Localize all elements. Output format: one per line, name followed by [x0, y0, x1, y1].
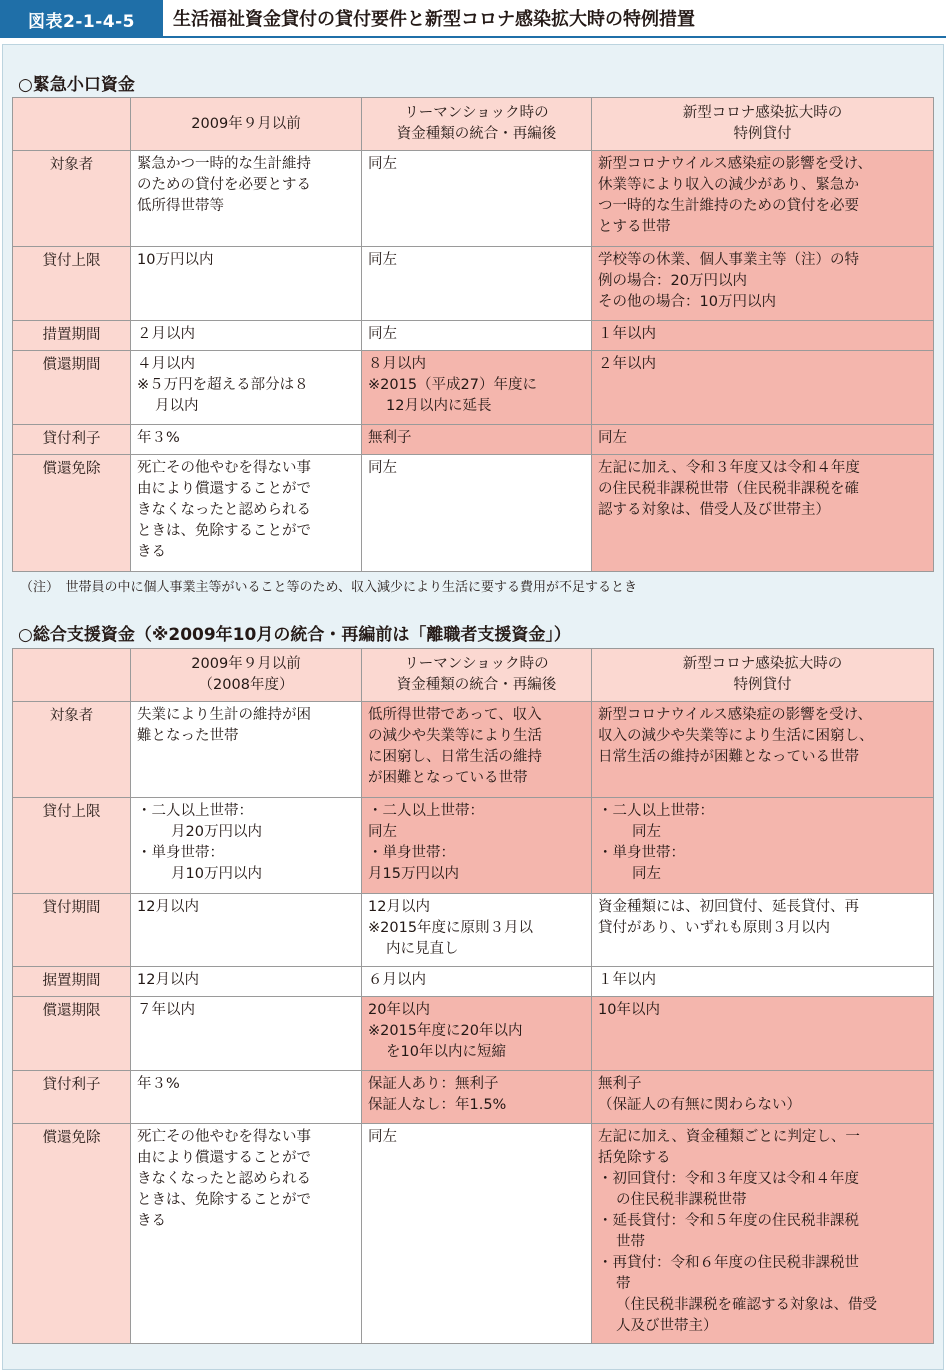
- section-title-general-support: ○総合支援資金（※2009年10月の統合・再編前は「離職者支援資金」）: [18, 625, 571, 645]
- table-row: [13, 321, 934, 351]
- cell-covid: １年以内: [592, 321, 934, 351]
- table-header-row: [13, 649, 934, 702]
- cell-covid: 新型コロナウイルス感染症の影響を受け、 休業等により収入の減少があり、緊急か つ一時的な生計維持のための貸付を必要 とする世帯: [592, 151, 934, 247]
- row-label-limit: 貸付上限: [13, 798, 131, 894]
- cell-pre2009: ・二人以上世帯： 月20万円以内 ・単身世帯： 月10万円以内: [131, 798, 362, 894]
- cell-lehman: ６月以内: [362, 967, 592, 997]
- figure-number: 図表2-1-4-5: [0, 0, 163, 38]
- row-label-grace: 据置期間: [13, 967, 131, 997]
- cell-pre2009: 年３%: [131, 1071, 362, 1124]
- table-row: [13, 351, 934, 425]
- col-header-lehman: リーマンショック時の 資金種類の統合・再編後: [362, 98, 592, 151]
- row-label-period: 貸付期間: [13, 894, 131, 967]
- table-row: [13, 247, 934, 321]
- cell-pre2009: 死亡その他やむを得ない事 由により償還することがで きなくなったと認められる ときは、免除することがで きる: [131, 455, 362, 572]
- cell-covid: 左記に加え、資金種類ごとに判定し、一 括免除する ・初回貸付：令和３年度又は令和４年度 の住民税非課税世帯 ・延長貸付：令和５年度の住民税非課税 世帯 ・再貸付：令和６年度の住民税非課税世 帯 （住民税非課税を確認する対象は、借受 人及び世帯主）: [592, 1124, 934, 1344]
- row-label-target: 対象者: [13, 151, 131, 247]
- cell-pre2009: ２月以内: [131, 321, 362, 351]
- cell-pre2009: 年３%: [131, 425, 362, 455]
- cell-covid: 同左: [592, 425, 934, 455]
- table-row: [13, 997, 934, 1071]
- cell-covid: 左記に加え、令和３年度又は令和４年度 の住民税非課税世帯（住民税非課税を確 認する対象は、借受人及び世帯主）: [592, 455, 934, 572]
- cell-pre2009: 12月以内: [131, 967, 362, 997]
- table-header-row: [13, 98, 934, 151]
- figure-header: [0, 0, 946, 38]
- cell-covid: ・二人以上世帯： 同左 ・単身世帯： 同左: [592, 798, 934, 894]
- cell-covid: 10年以内: [592, 997, 934, 1071]
- general-support-table: [12, 648, 934, 1344]
- cell-lehman: 同左: [362, 1124, 592, 1344]
- cell-lehman: 同左: [362, 321, 592, 351]
- cell-pre2009: 緊急かつ一時的な生計維持 のための貸付を必要とする 低所得世帯等: [131, 151, 362, 247]
- cell-pre2009: 失業により生計の維持が困 難となった世帯: [131, 702, 362, 798]
- footnote: （注） 世帯員の中に個人事業主等がいること等のため、収入減少により生活に要する費用が不足するとき: [20, 580, 637, 595]
- cell-lehman: 12月以内 ※2015年度に原則３月以 内に見直し: [362, 894, 592, 967]
- table-row: [13, 1124, 934, 1344]
- cell-covid: 新型コロナウイルス感染症の影響を受け、 収入の減少や失業等により生活に困窮し、 日常生活の維持が困難となっている世帯: [592, 702, 934, 798]
- row-label-repay: 償還期間: [13, 351, 131, 425]
- cell-lehman: 保証人あり：無利子 保証人なし：年1.5%: [362, 1071, 592, 1124]
- cell-covid: 学校等の休業、個人事業主等（注）の特 例の場合：20万円以内 その他の場合：10万円以内: [592, 247, 934, 321]
- col-header-covid: 新型コロナ感染拡大時の 特例貸付: [592, 98, 934, 151]
- table-row: [13, 967, 934, 997]
- cell-covid: 資金種類には、初回貸付、延長貸付、再 貸付があり、いずれも原則３月以内: [592, 894, 934, 967]
- row-label-interest: 貸付利子: [13, 425, 131, 455]
- cell-lehman: 無利子: [362, 425, 592, 455]
- corner-cell: [13, 98, 131, 151]
- table-row: [13, 455, 934, 572]
- cell-pre2009: 死亡その他やむを得ない事 由により償還することがで きなくなったと認められる ときは、免除することがで きる: [131, 1124, 362, 1344]
- col-header-covid: 新型コロナ感染拡大時の 特例貸付: [592, 649, 934, 702]
- table-row: [13, 151, 934, 247]
- table-row: [13, 702, 934, 798]
- table-row: [13, 1071, 934, 1124]
- cell-lehman: 同左: [362, 151, 592, 247]
- cell-pre2009: ７年以内: [131, 997, 362, 1071]
- cell-pre2009: ４月以内 ※５万円を超える部分は８ 月以内: [131, 351, 362, 425]
- cell-lehman: ８月以内 ※2015（平成27）年度に 12月以内に延長: [362, 351, 592, 425]
- figure-title: 生活福祉資金貸付の貸付要件と新型コロナ感染拡大時の特例措置: [163, 0, 946, 38]
- table-row: [13, 894, 934, 967]
- col-header-pre2009: 2009年９月以前: [131, 98, 362, 151]
- row-label-grace: 措置期間: [13, 321, 131, 351]
- cell-pre2009: 12月以内: [131, 894, 362, 967]
- cell-lehman: 同左: [362, 455, 592, 572]
- cell-lehman: 20年以内 ※2015年度に20年以内 を10年以内に短縮: [362, 997, 592, 1071]
- cell-lehman: 低所得世帯であって、収入 の減少や失業等により生活 に困窮し、日常生活の維持 が困難となっている世帯: [362, 702, 592, 798]
- section-title-emergency-loan: ○緊急小口資金: [18, 75, 135, 95]
- cell-covid: ２年以内: [592, 351, 934, 425]
- row-label-target: 対象者: [13, 702, 131, 798]
- cell-lehman: ・二人以上世帯： 同左 ・単身世帯： 月15万円以内: [362, 798, 592, 894]
- table-row: [13, 425, 934, 455]
- row-label-exempt: 償還免除: [13, 1124, 131, 1344]
- table-row: [13, 798, 934, 894]
- col-header-pre2009: 2009年９月以前 （2008年度）: [131, 649, 362, 702]
- cell-covid: １年以内: [592, 967, 934, 997]
- row-label-repay: 償還期限: [13, 997, 131, 1071]
- row-label-exempt: 償還免除: [13, 455, 131, 572]
- row-label-limit: 貸付上限: [13, 247, 131, 321]
- cell-pre2009: 10万円以内: [131, 247, 362, 321]
- emergency-loan-table: [12, 97, 934, 572]
- row-label-interest: 貸付利子: [13, 1071, 131, 1124]
- corner-cell: [13, 649, 131, 702]
- cell-covid: 無利子 （保証人の有無に関わらない）: [592, 1071, 934, 1124]
- col-header-lehman: リーマンショック時の 資金種類の統合・再編後: [362, 649, 592, 702]
- cell-lehman: 同左: [362, 247, 592, 321]
